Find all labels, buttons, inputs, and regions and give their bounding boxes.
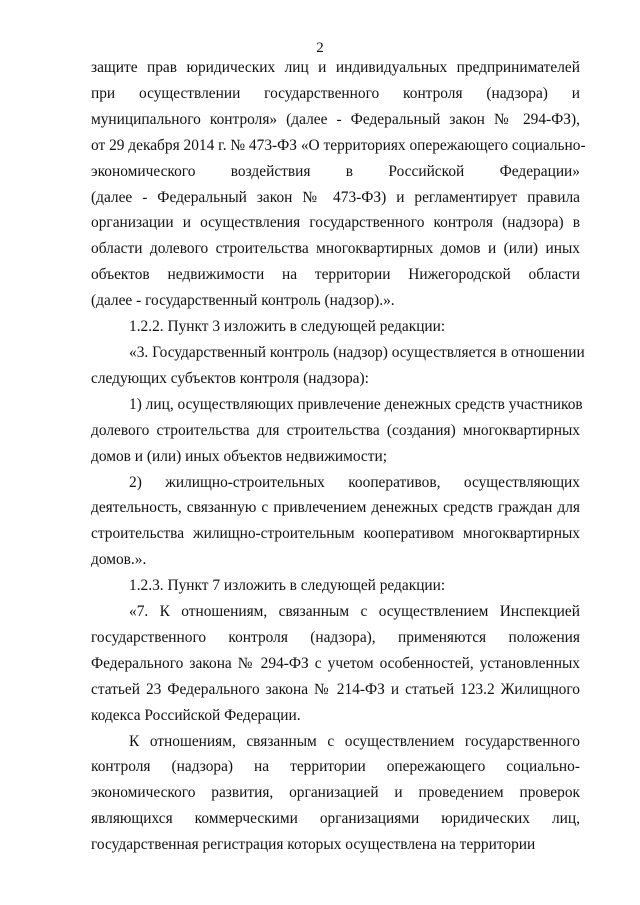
text-line: объектов недвижимости на территории Нижегородской области (91, 266, 580, 284)
text-line: муниципального контроля» (далее - Федеральный закон № 294-ФЗ), (91, 110, 580, 128)
text-line: кодекса Российской Федерации. (91, 706, 301, 724)
text-line: экономического воздействия в Российской Федерации» (91, 162, 580, 180)
text-line: (далее - государственный контроль (надзор).». (91, 292, 395, 310)
paragraph (91, 573, 580, 599)
text-line: следующих субъектов контроля (надзора): (91, 369, 369, 387)
text-line: государственная регистрация которых осуществлена на территории (91, 836, 536, 854)
paragraph (91, 470, 580, 574)
text-line: домов.». (91, 551, 147, 569)
text-line: области долевого строительства многоквартирных домов и (или) иных (91, 240, 580, 258)
paragraph (91, 314, 580, 340)
text-line: экономического развития, организацией и проведением проверок (91, 784, 580, 802)
text-line: домов и (или) иных объектов недвижимости; (91, 447, 387, 465)
paragraph (91, 340, 585, 392)
paragraph (91, 729, 580, 859)
text-line: «3. Государственный контроль (надзор) осуществляется в отношении (129, 343, 585, 361)
text-line: «7. К отношениям, связанным с осуществлением Инспекцией (129, 603, 580, 621)
text-line: 1) лиц, осуществляющих привлечение денежных средств участников (129, 395, 583, 413)
paragraph (91, 392, 583, 470)
text-line: Федерального закона № 294-ФЗ с учетом особенностей, установленных (91, 654, 580, 672)
paragraph (91, 55, 586, 314)
paragraph (91, 599, 580, 729)
text-line: при осуществлении государственного контроля (надзора) и (91, 84, 580, 102)
page-number: 2 (316, 40, 324, 56)
text-line: 1.2.3. Пункт 7 изложить в следующей редакции: (129, 577, 446, 595)
text-line: государственного контроля (надзора), применяются положения (91, 628, 580, 646)
text-line: К отношениям, связанным с осуществлением государственного (129, 732, 580, 750)
text-line: от 29 декабря 2014 г. № 473-ФЗ «О территориях опережающего социально- (91, 136, 586, 154)
text-line: контроля (надзора) на территории опережающего социально- (91, 758, 580, 776)
text-line: деятельность, связанную с привлечением денежных средств граждан для (91, 499, 580, 517)
text-line: статьей 23 Федерального закона № 214-ФЗ и статьей 123.2 Жилищного (91, 680, 580, 698)
text-line: (далее - Федеральный закон № 473-ФЗ) и регламентирует правила (91, 188, 580, 206)
text-line: организации и осуществления государственного контроля (надзора) в (91, 214, 580, 232)
text-line: 1.2.2. Пункт 3 изложить в следующей редакции: (129, 318, 446, 336)
text-line: долевого строительства для строительства (создания) многоквартирных (91, 421, 580, 439)
text-line: 2) жилищно-строительных кооперативов, осуществляющих (129, 473, 580, 491)
document-body (91, 55, 586, 858)
text-line: строительства жилищно-строительным кооперативом многоквартирных (91, 525, 580, 543)
text-line: защите прав юридических лиц и индивидуальных предпринимателей (91, 59, 580, 76)
text-line: являющихся коммерческими организациями юридических лиц, (91, 810, 580, 828)
